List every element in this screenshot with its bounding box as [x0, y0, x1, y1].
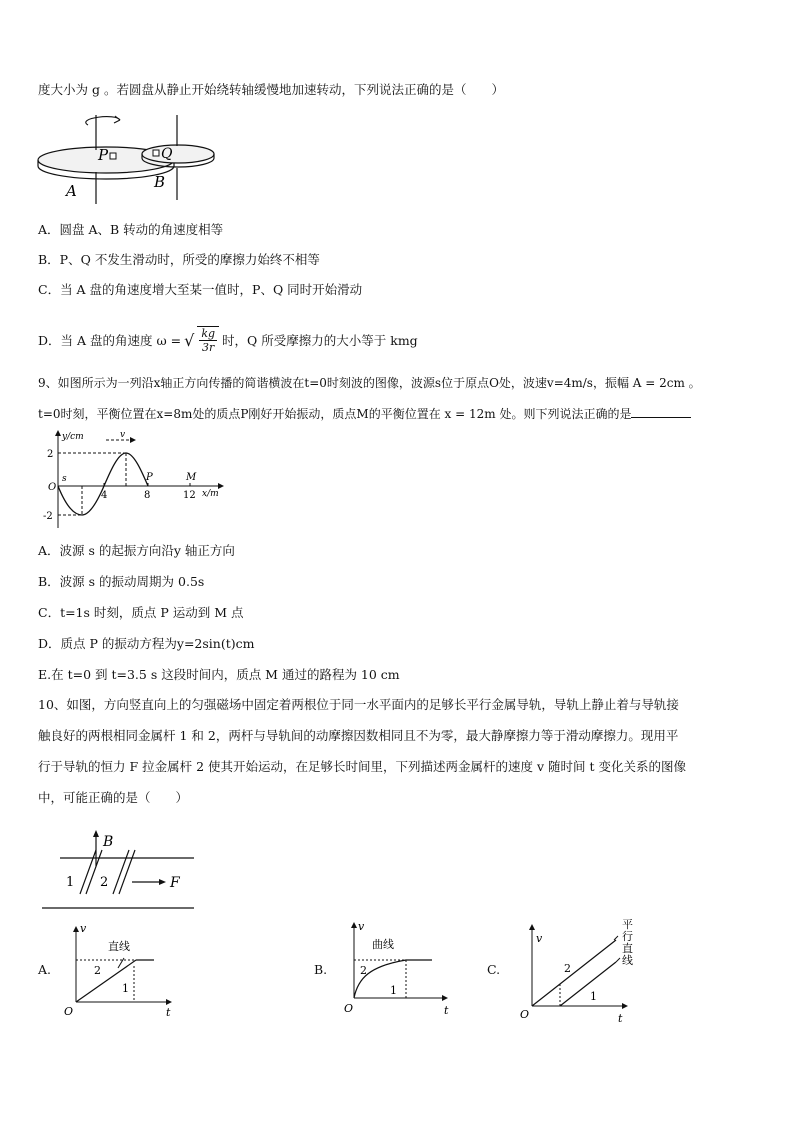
rod-2-label: 2	[100, 875, 109, 890]
q9-stem-line1: 9、如图所示为一列沿x轴正方向传播的简谐横波在t=0时刻波的图像，波源s位于原点O处，波速v=4m/s，振幅 A = 2cm 。	[38, 376, 701, 390]
y-tick-2: 2	[47, 449, 54, 460]
q10-stem-line4: 中，可能正确的是（ ）	[38, 790, 189, 805]
q8-option-a: A．圆盘 A、B 转动的角速度相等	[38, 222, 224, 237]
svg-text:v: v	[80, 922, 87, 935]
svg-text:行: 行	[622, 930, 633, 943]
graph-c	[516, 918, 642, 1024]
graph-b	[340, 918, 458, 1016]
label-p: P	[98, 146, 109, 164]
s-label: s	[62, 474, 67, 484]
q8-option-d-suffix: 时，Q 所受摩擦力的大小等于 kmg	[222, 333, 418, 348]
m-label: M	[186, 472, 197, 483]
y-axis-label: y/cm	[62, 432, 84, 442]
sqrt-fraction	[197, 326, 219, 354]
graph-a-note: 直线	[108, 940, 130, 953]
v-label: v	[120, 430, 126, 440]
q9-option-d: D．质点 P 的振动方程为y=2sin(t)cm	[38, 636, 255, 651]
svg-text:1: 1	[390, 984, 397, 997]
block-q	[153, 150, 159, 156]
q9-option-e: E.在 t=0 到 t=3.5 s 这段时间内，质点 M 通过的路程为 10 cm	[38, 667, 400, 682]
q8-option-c: C．当 A 盘的角速度增大至某一值时，P、Q 同时开始滑动	[38, 282, 363, 297]
q10-stem-line1: 10、如图，方向竖直向上的匀强磁场中固定着两根位于同一水平面内的足够长平行金属导轨，导轨上静止着与导轨接	[38, 697, 679, 712]
q9-option-c: C．t=1s 时刻，质点 P 运动到 M 点	[38, 605, 244, 620]
q8-option-d-prefix: D．当 A 盘的角速度 ω =	[38, 333, 182, 348]
svg-text:t: t	[618, 1012, 623, 1024]
graph-c-note-1: 平	[622, 918, 633, 931]
svg-text:O: O	[64, 1005, 74, 1018]
svg-text:t: t	[166, 1006, 171, 1018]
svg-text:直: 直	[622, 942, 633, 955]
p-label: P	[146, 472, 153, 483]
b-label: B	[103, 834, 114, 850]
fraction-numerator: kg	[201, 327, 216, 340]
svg-text:v: v	[536, 932, 543, 945]
sqrt-sign: √	[184, 330, 195, 350]
svg-text:O: O	[344, 1002, 354, 1015]
q8-disk-figure	[36, 110, 218, 206]
svg-text:2: 2	[94, 964, 101, 977]
graph-a-line-2	[76, 960, 136, 1002]
label-a: A	[66, 182, 77, 200]
q9-stem-line2: t=0时刻，平衡位置在x=8m处的质点P刚好开始振动，质点M的平衡位置在 x = 12m 处。则下列说法正确的是	[38, 405, 691, 423]
q10-rail-figure	[40, 828, 196, 914]
block-p	[110, 153, 116, 159]
rotation-arrow	[86, 117, 120, 125]
q9-wave-graph	[38, 428, 228, 532]
origin-label: O	[48, 482, 57, 493]
x-axis-label: x/m	[202, 489, 219, 499]
svg-text:O: O	[520, 1008, 530, 1021]
svg-text:线: 线	[622, 954, 633, 967]
q8-option-b: B．P、Q 不发生滑动时，所受的摩擦力始终不相等	[38, 252, 320, 267]
q10-stem-line2: 触良好的两根相同金属杆 1 和 2，两杆与导轨间的动摩擦因数相同且不为零，最大静摩擦力等于滑动摩擦力。现用平	[38, 728, 679, 743]
q9-option-a: A．波源 s 的起振方向沿y 轴正方向	[38, 543, 235, 558]
svg-text:v: v	[358, 920, 365, 933]
graph-a-option-label: A.	[38, 962, 52, 977]
q8-stem: 度大小为 g 。若圆盘从静止开始绕转轴缓慢地加速转动，下列说法正确的是（ ）	[38, 82, 504, 97]
q10-stem-line3: 行于导轨的恒力 F 拉金属杆 2 使其开始运动，在足够长时间里，下列描述两金属杆的速度 v 随时间 t 变化关系的图像	[38, 759, 687, 774]
y-tick-neg2: -2	[43, 511, 53, 522]
graph-b-option-label: B.	[314, 962, 328, 977]
svg-text:2: 2	[360, 964, 367, 977]
rod-1-label: 1	[66, 875, 75, 890]
wave-curve	[58, 453, 151, 515]
fraction-denominator: 3r	[202, 341, 215, 354]
answer-blank	[631, 417, 691, 418]
svg-text:1: 1	[122, 982, 129, 995]
svg-text:1: 1	[590, 990, 597, 1003]
x-tick-4: 4	[101, 490, 108, 501]
graph-b-note: 曲线	[372, 938, 394, 951]
svg-text:t: t	[444, 1004, 449, 1016]
x-tick-12: 12	[183, 490, 196, 501]
graph-c-line-2	[532, 940, 616, 1006]
graph-c-option-label: C.	[487, 962, 501, 977]
label-q: Q	[161, 146, 173, 162]
x-tick-8: 8	[144, 490, 151, 501]
f-label: F	[170, 875, 180, 891]
svg-text:2: 2	[564, 962, 571, 975]
label-b: B	[154, 173, 166, 191]
graph-a	[62, 922, 184, 1018]
q8-option-d	[38, 326, 418, 354]
q9-option-b: B．波源 s 的振动周期为 0.5s	[38, 574, 205, 589]
